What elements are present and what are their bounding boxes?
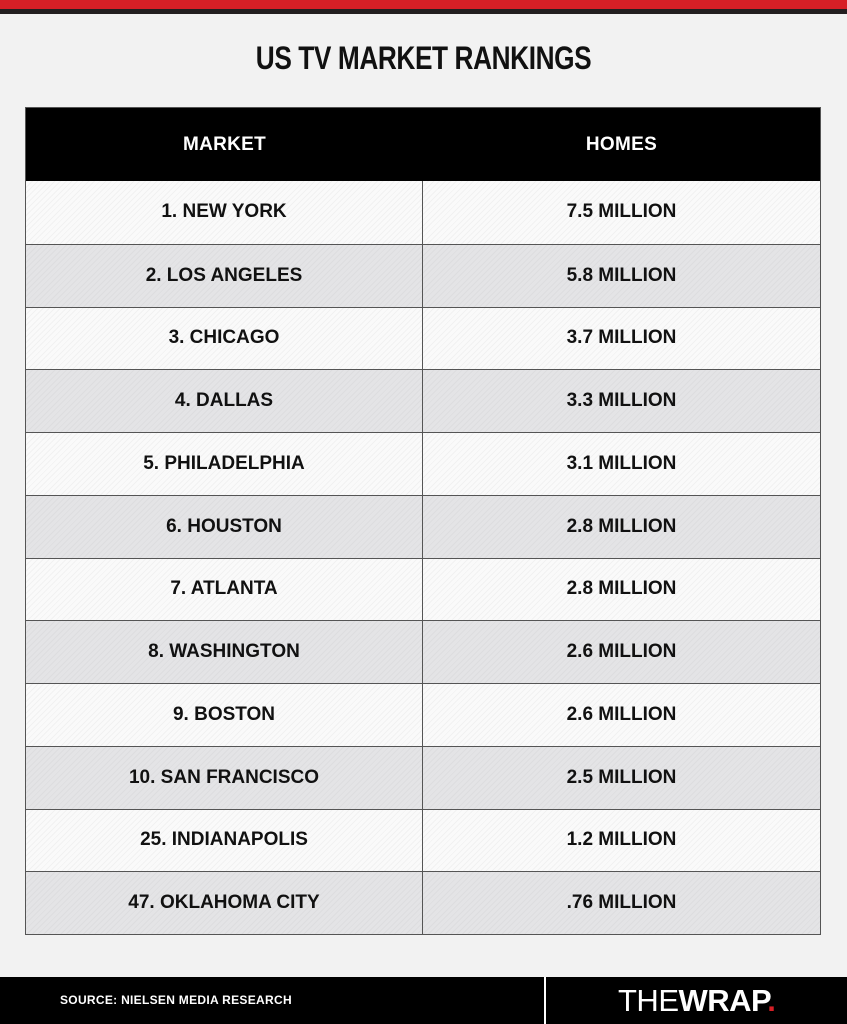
table-row	[26, 432, 820, 495]
table-row	[26, 809, 820, 872]
market-cell: 5. PHILADELPHIA	[26, 433, 423, 495]
table-row	[26, 369, 820, 432]
top-dark-bar	[0, 9, 847, 14]
homes-cell: 2.6 MILLION	[566, 703, 677, 725]
top-accent-bar	[0, 0, 847, 9]
homes-cell: 1.2 MILLION	[566, 829, 677, 851]
table-body	[26, 181, 820, 934]
table-row	[26, 495, 820, 558]
homes-cell: 2.5 MILLION	[566, 766, 677, 788]
homes-cell: 2.8 MILLION	[566, 515, 677, 537]
table-row	[26, 181, 820, 244]
market-cell: 4. DALLAS	[26, 370, 423, 432]
market-cell: 9. BOSTON	[26, 684, 423, 746]
market-cell: 6. HOUSTON	[26, 496, 423, 558]
market-cell: 8. WASHINGTON	[26, 621, 423, 683]
market-cell: 7. ATLANTA	[26, 559, 423, 621]
table-row	[26, 746, 820, 809]
homes-cell: 2.8 MILLION	[566, 578, 677, 600]
column-header-market: MARKET	[182, 133, 267, 155]
homes-cell: 3.7 MILLION	[566, 327, 677, 349]
table-row	[26, 558, 820, 621]
market-cell: 25. INDIANAPOLIS	[26, 810, 423, 872]
table-row	[26, 620, 820, 683]
market-cell: 47. OKLAHOMA CITY	[26, 872, 423, 934]
homes-cell: .76 MILLION	[566, 892, 677, 914]
column-header-homes: HOMES	[585, 133, 658, 155]
footer	[0, 977, 847, 1024]
page-title: US TV MARKET RANKINGS	[255, 40, 592, 76]
market-cell: 3. CHICAGO	[26, 308, 423, 370]
market-cell: 1. NEW YORK	[26, 181, 423, 244]
market-cell: 10. SAN FRANCISCO	[26, 747, 423, 809]
homes-cell: 2.6 MILLION	[566, 641, 677, 663]
table-row	[26, 871, 820, 934]
table-row	[26, 307, 820, 370]
thewrap-logo: THEWRAP.	[618, 983, 776, 1018]
market-cell: 2. LOS ANGELES	[26, 245, 423, 307]
homes-cell: 3.3 MILLION	[566, 390, 677, 412]
homes-cell: 5.8 MILLION	[566, 264, 677, 286]
footer-divider	[544, 977, 546, 1024]
table-header	[26, 108, 820, 181]
table-row	[26, 683, 820, 746]
homes-cell: 7.5 MILLION	[566, 201, 677, 223]
table-row	[26, 244, 820, 307]
homes-cell: 3.1 MILLION	[566, 452, 677, 474]
source-credit: SOURCE: NIELSEN MEDIA RESEARCH	[60, 993, 292, 1007]
market-rankings-table	[25, 107, 821, 935]
